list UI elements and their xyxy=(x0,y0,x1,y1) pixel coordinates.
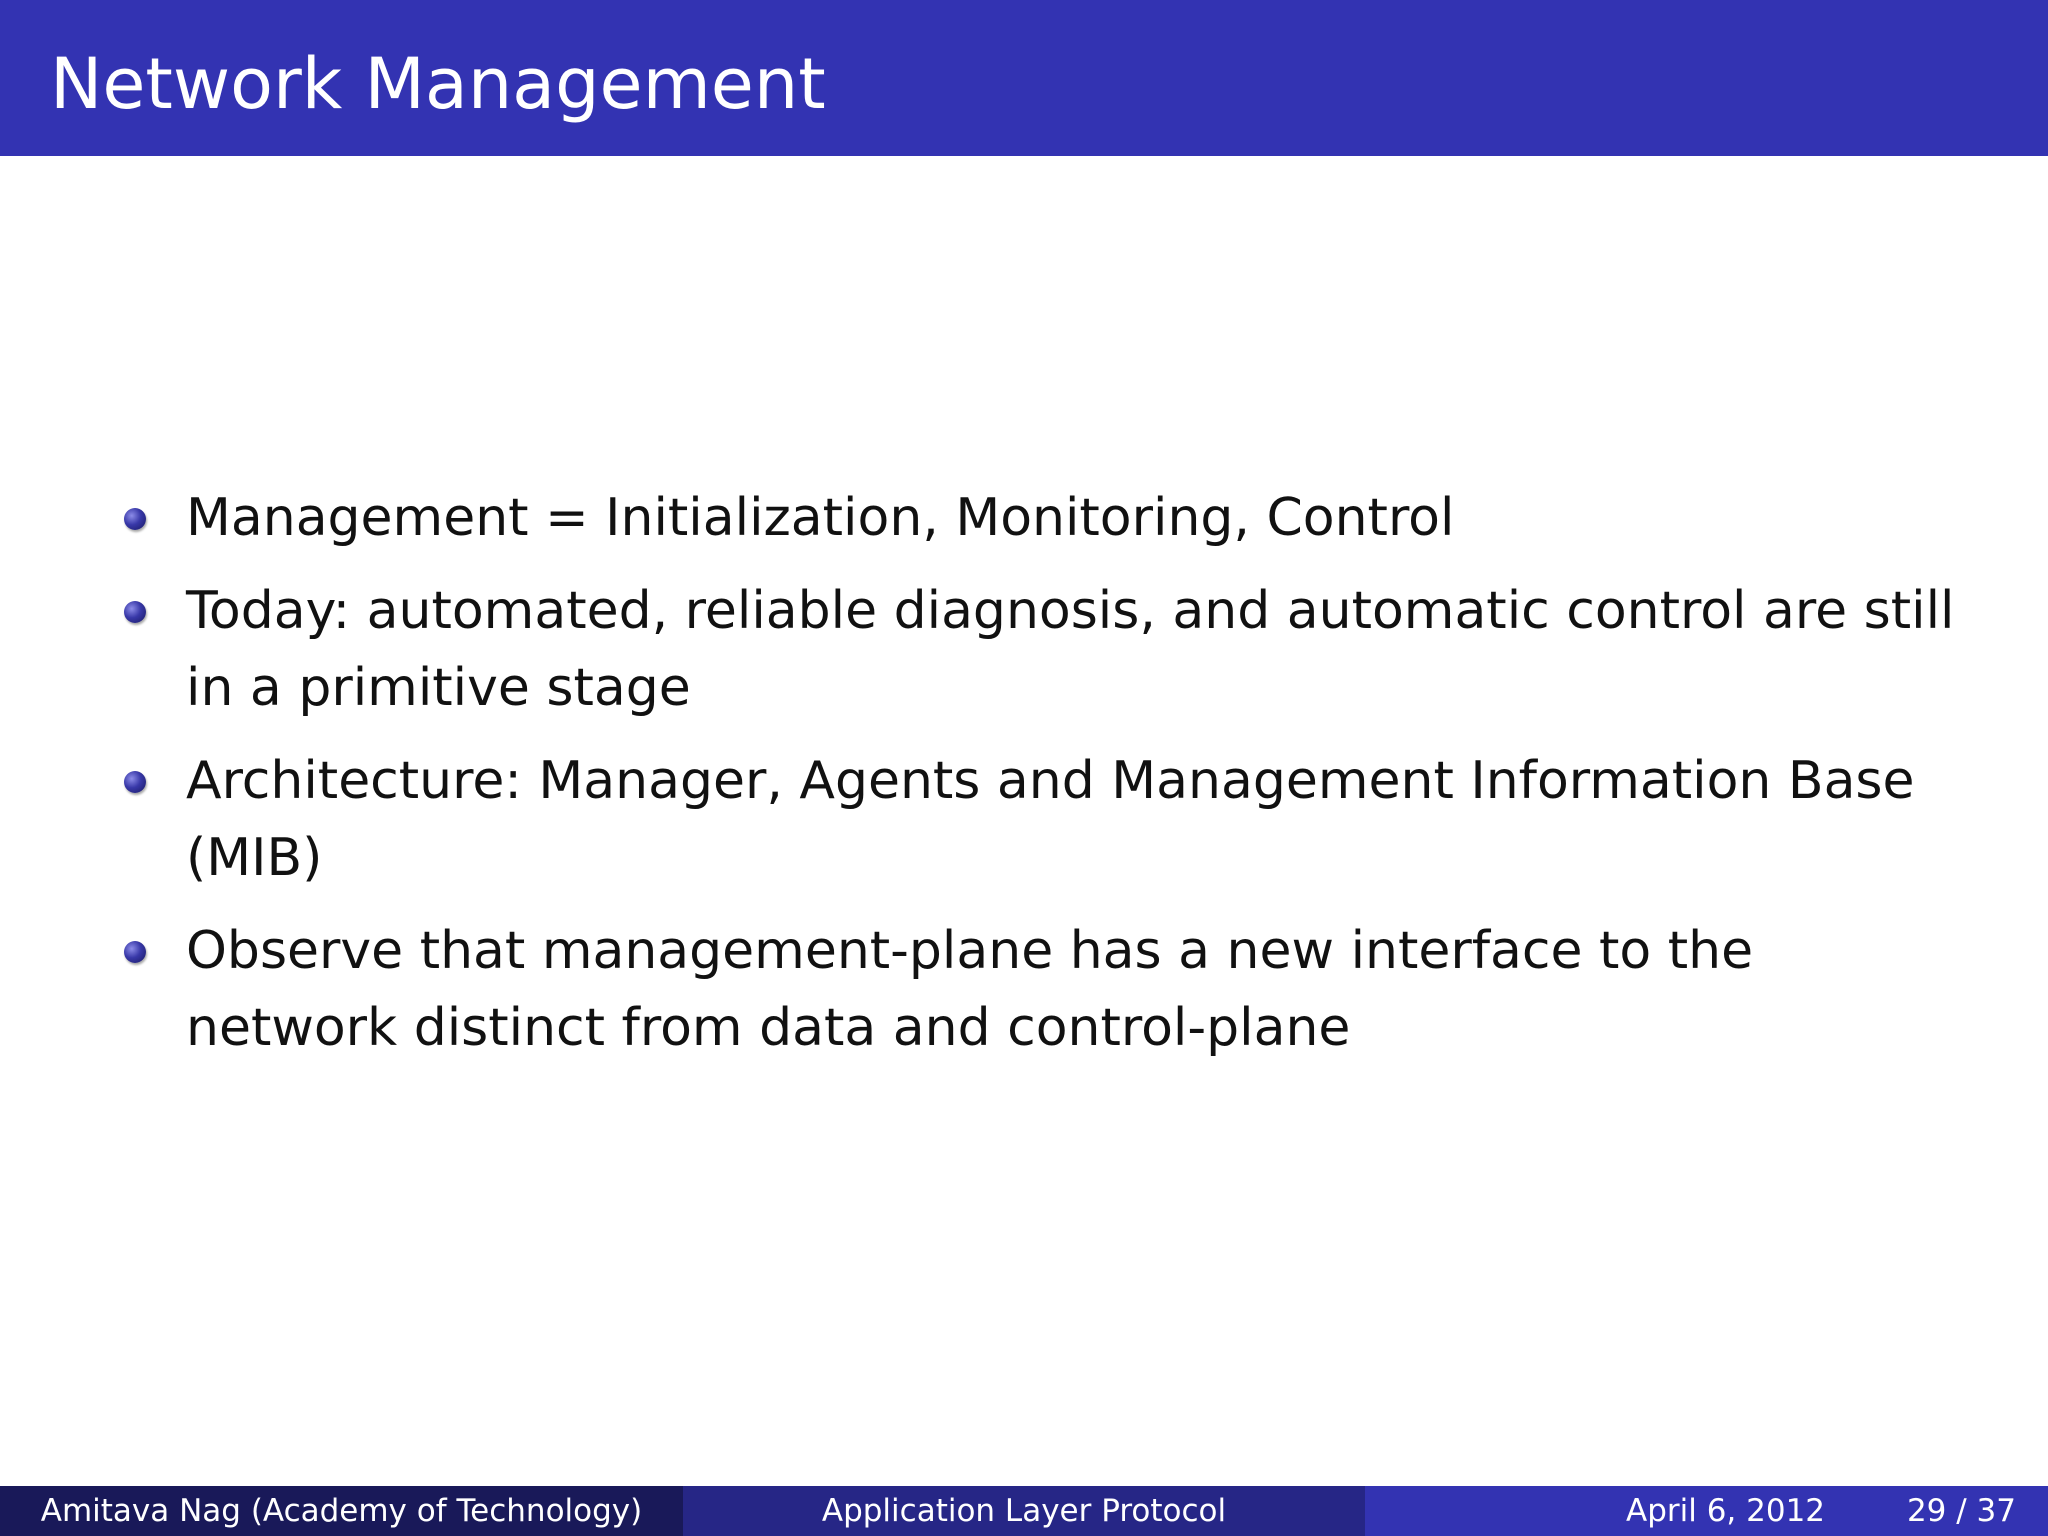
bullet-list xyxy=(120,480,1980,1083)
bullet-item xyxy=(120,743,1980,897)
footer-author-text: Amitava Nag (Academy of Technology) xyxy=(40,1493,643,1529)
slide-title: Network Management xyxy=(50,43,826,125)
page-number: 29 / 37 xyxy=(1906,1493,2016,1529)
bullet-item xyxy=(120,913,1980,1067)
bullet-icon xyxy=(124,508,146,530)
footer-presentation-title-text: Application Layer Protocol xyxy=(821,1493,1227,1529)
bullet-text: Architecture: Manager, Agents and Management Information Base (MIB) xyxy=(186,751,1915,888)
bullet-icon xyxy=(124,601,146,623)
bullet-item xyxy=(120,480,1980,557)
footer-author xyxy=(0,1486,683,1536)
footer xyxy=(0,1486,2048,1536)
title-bar xyxy=(0,0,2048,156)
bullet-item xyxy=(120,573,1980,727)
bullet-text: Management = Initialization, Monitoring, Control xyxy=(186,488,1455,548)
bullet-icon xyxy=(124,771,146,793)
bullet-icon xyxy=(124,941,146,963)
footer-meta xyxy=(1365,1486,2048,1536)
footer-presentation-title xyxy=(683,1486,1365,1536)
footer-date: April 6, 2012 xyxy=(1626,1493,1826,1529)
bullet-text: Observe that management-plane has a new interface to the network distinct from data and control-plane xyxy=(186,921,1754,1058)
bullet-text: Today: automated, reliable diagnosis, and automatic control are still in a primitive stage xyxy=(186,581,1955,718)
